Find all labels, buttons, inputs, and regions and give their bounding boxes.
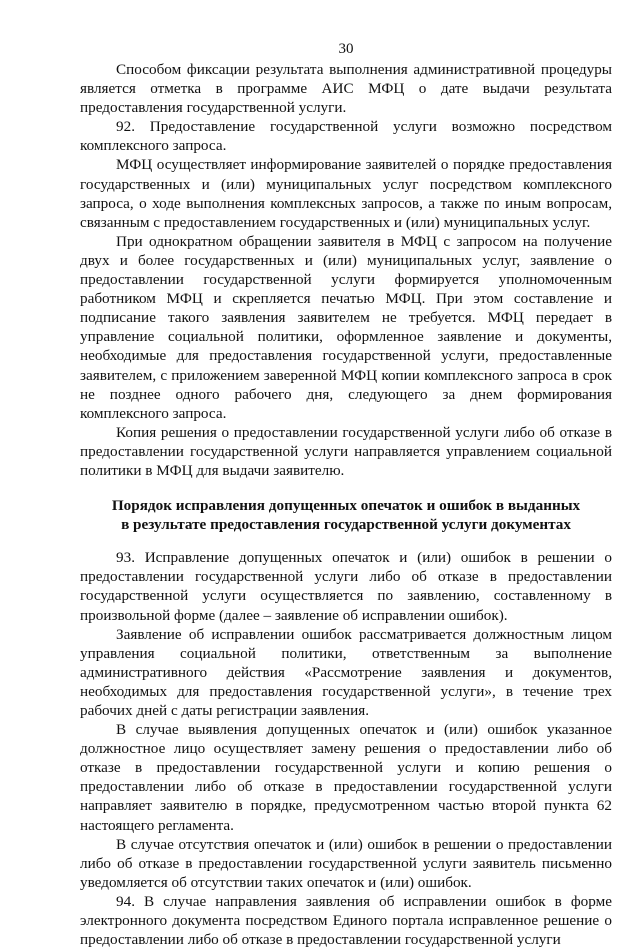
paragraph-fixation-method: Способом фиксации результата выполнения административной процедуры является отметка в программе АИС МФЦ о дате выдачи результата предоставления государственной услуги. <box>80 61 612 117</box>
paragraph-error-review: Заявление об исправлении ошибок рассматривается должностным лицом управления социальной политики, ответственным за выполнение административного действия «Рассмотрение заявления и документов, необходимых для предоставления государственной услуги», в течение трех рабочих дней с даты регистрации заявления. <box>80 625 612 719</box>
paragraph-94: 94. В случае направления заявления об исправлении ошибок в форме электронного документа посредством Единого портала исправленное решение о предоставлении либо об отказе в предоставлении государственной услуги <box>80 892 612 949</box>
section-heading-line-1: Порядок исправления допущенных опечаток и ошибок в выданных <box>111 497 581 515</box>
document-body <box>80 60 612 949</box>
section-heading <box>80 496 612 534</box>
paragraph-93: 93. Исправление допущенных опечаток и (или) ошибок в решении о предоставлении государственной услуги либо об отказе в предоставлении государственной услуги осуществляется по заявлению, составленному в произвольной форме (далее – заявление об исправлении ошибок). <box>80 549 612 624</box>
paragraph-decision-copy: Копия решения о предоставлении государственной услуги либо об отказе в предоставлении государственной услуги направляется управлением социальной политики в МФЦ для выдачи заявителю. <box>80 423 612 479</box>
section-heading-line-2: в результате предоставления государственной услуги документах <box>121 516 571 534</box>
paragraph-92: 92. Предоставление государственной услуги возможно посредством комплексного запроса. <box>80 118 612 155</box>
paragraph-error-found: В случае выявления допущенных опечаток и (или) ошибок указанное должностное лицо осуществляет замену решения о предоставлении либо об отказе в предоставлении государственной услуги и копию решения о предоставлении либо об отказе в предоставлении государственной услуги направляет заявителю в порядке, предусмотренном частью второй пункта 62 настоящего регламента. <box>80 721 612 834</box>
paragraph-mfc-informing: МФЦ осуществляет информирование заявителей о порядке предоставления государственных и (или) муниципальных услуг посредством комплексного запроса, о ходе выполнения комплексных запросов, а также по иным вопросам, связанным с предоставлением государственных и (или) муниципальных услуг. <box>80 156 612 231</box>
paragraph-single-request: При однократном обращении заявителя в МФЦ с запросом на получение двух и более государственных и (или) муниципальных услуг, заявление о предоставлении государственной услуги формируется уполномоченным работником МФЦ и скрепляется печатью МФЦ. При этом составление и подписание такого заявления заявителем не требуется. МФЦ передает в управление социальной политики, оформленное заявление и документы, необходимые для предоставления государственной услуги, предоставленные заявителем, с приложением заверенной МФЦ копии комплексного запроса в срок не позднее одного рабочего дня, следующего за днем формирования комплексного запроса. <box>80 232 612 422</box>
document-page <box>80 0 612 949</box>
paragraph-no-errors: В случае отсутствия опечаток и (или) ошибок в решении о предоставлении либо об отказе в предоставлении государственной услуги заявитель письменно уведомляется об отсутствии таких опечаток и (или) ошибок. <box>80 835 612 891</box>
page-number: 30 <box>338 41 354 57</box>
